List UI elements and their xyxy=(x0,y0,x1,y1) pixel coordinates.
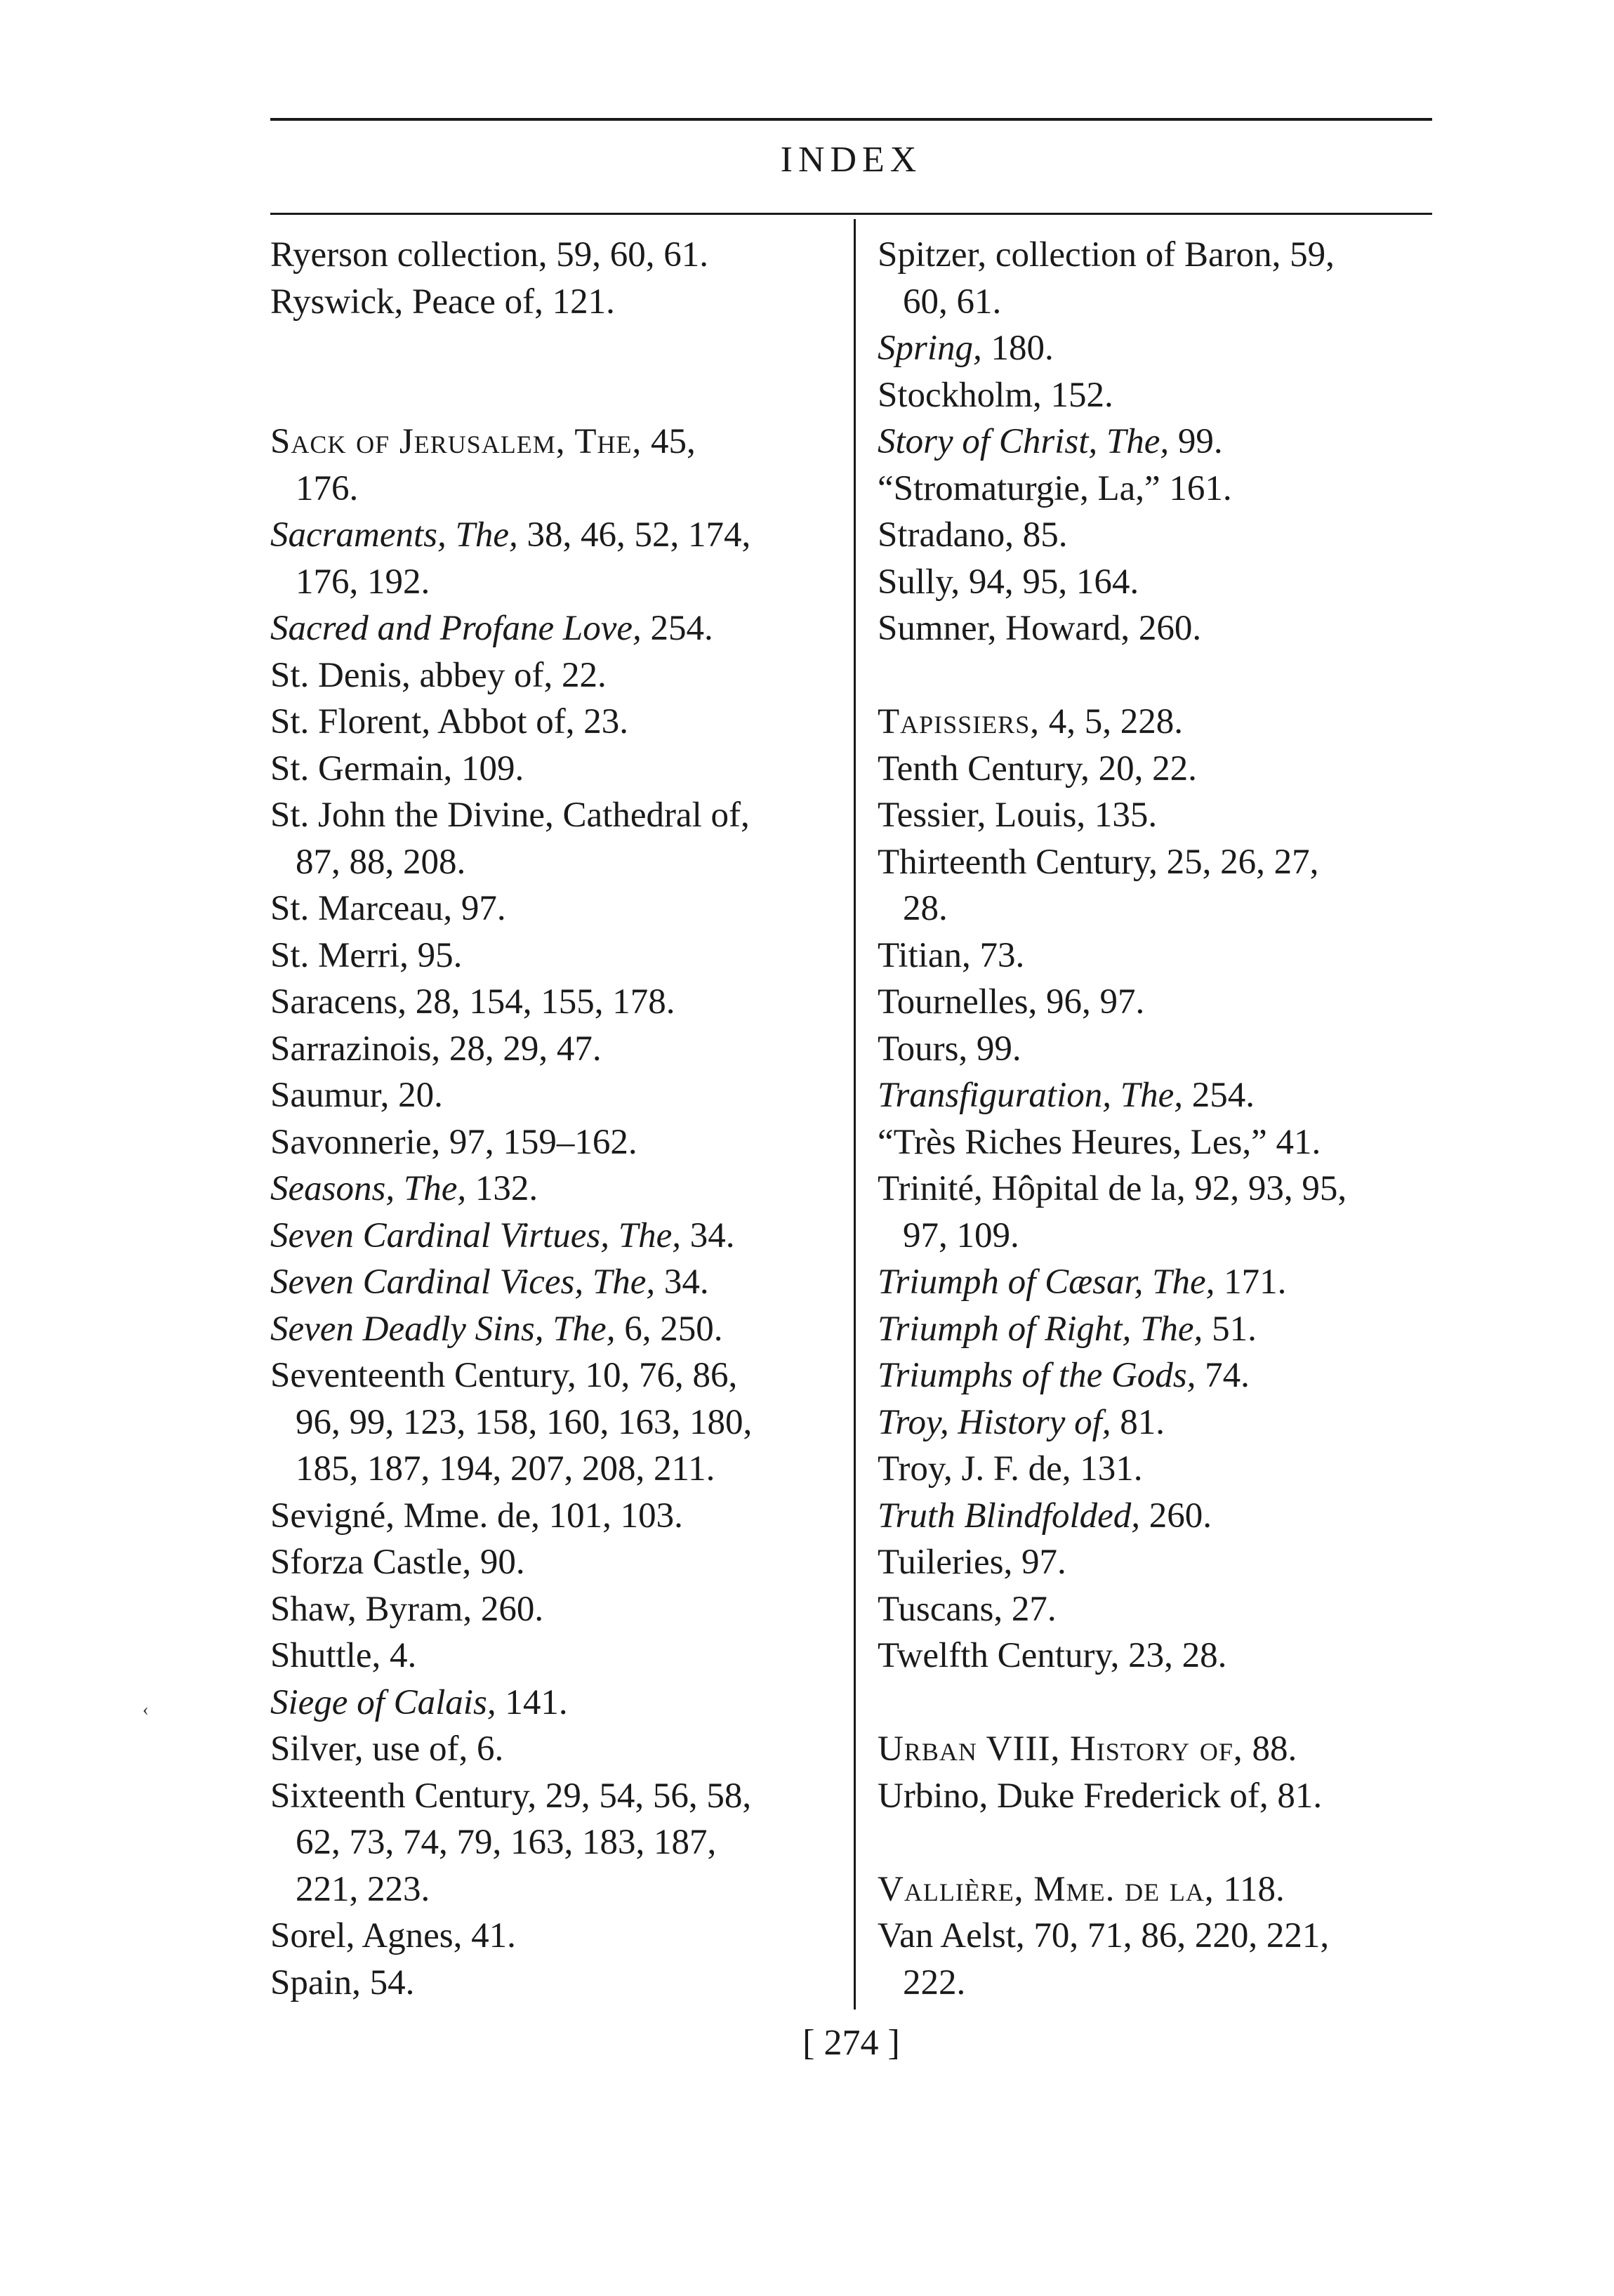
index-entry xyxy=(878,1446,1439,1493)
index-entry xyxy=(270,232,832,279)
entry-text: St. John the Divine, Cathedral of, xyxy=(270,796,750,835)
index-entry xyxy=(270,1213,832,1260)
index-entry xyxy=(878,979,1439,1026)
index-entry xyxy=(270,1119,832,1166)
index-entry-continuation xyxy=(270,1819,832,1866)
index-entry xyxy=(878,839,1439,886)
entry-text: Ryerson collection, 59, 60, 61. xyxy=(270,235,709,275)
entry-text: Sully, 94, 95, 164. xyxy=(878,562,1139,602)
entry-text: 96, 99, 123, 158, 160, 163, 180, xyxy=(296,1402,753,1442)
index-entry xyxy=(270,792,832,839)
index-entry xyxy=(270,1352,832,1399)
index-entry xyxy=(270,1960,832,2007)
index-entry xyxy=(270,652,832,699)
entry-text: St. Florent, Abbot of, 23. xyxy=(270,702,629,741)
entry-text: St. Germain, 109. xyxy=(270,748,524,789)
index-entry xyxy=(878,1119,1439,1166)
entry-title-italic: Spring, xyxy=(878,329,982,368)
entry-text: Urbino, Duke Frederick of, 81. xyxy=(878,1776,1323,1816)
entry-text: 171. xyxy=(1215,1262,1287,1302)
index-entry xyxy=(270,699,832,746)
column-divider xyxy=(854,219,856,2010)
index-entry-continuation xyxy=(270,839,832,886)
entry-text: Shuttle, 4. xyxy=(270,1636,417,1675)
entry-title-italic: Triumph of Cæsar, The, xyxy=(878,1262,1215,1302)
entry-text: St. Marceau, 97. xyxy=(270,889,506,928)
index-entry xyxy=(878,1166,1439,1213)
entry-text: 28. xyxy=(903,889,948,928)
entry-text: Twelfth Century, 23, 28. xyxy=(878,1636,1227,1675)
header-rule-top xyxy=(270,118,1432,121)
index-entry-continuation xyxy=(270,1446,832,1493)
entry-text: Tenth Century, 20, 22. xyxy=(878,748,1197,789)
entry-text: 221, 223. xyxy=(296,1869,430,1909)
index-entry xyxy=(270,1072,832,1119)
entry-heading-smallcaps: Tapissiers, xyxy=(878,702,1040,741)
entry-text: St. Denis, abbey of, 22. xyxy=(270,655,607,695)
index-entry xyxy=(878,559,1439,606)
header-rule-bottom xyxy=(270,213,1432,215)
entry-text: Trinité, Hôpital de la, 92, 93, 95, xyxy=(878,1169,1347,1208)
entry-text: Savonnerie, 97, 159–162. xyxy=(270,1122,637,1162)
entry-text: 118. xyxy=(1214,1869,1285,1909)
entry-text: 60, 61. xyxy=(903,282,1002,322)
entry-title-italic: Seven Cardinal Virtues, The, xyxy=(270,1215,682,1255)
entry-text: 38, 46, 52, 174, xyxy=(517,515,751,555)
spacer xyxy=(878,1680,1439,1727)
entry-heading-smallcaps: Urban VIII, History of, xyxy=(878,1729,1243,1769)
index-entry xyxy=(878,372,1439,419)
index-entry xyxy=(878,232,1439,279)
entry-text: Silver, use of, 6. xyxy=(270,1729,504,1769)
index-entry-continuation xyxy=(878,279,1439,326)
index-entry xyxy=(270,932,832,979)
entry-text: 176, 192. xyxy=(296,562,430,602)
index-entry xyxy=(878,1306,1439,1353)
index-entry xyxy=(270,1680,832,1727)
index-entry xyxy=(878,1586,1439,1633)
entry-text: 185, 187, 194, 207, 208, 211. xyxy=(296,1449,715,1489)
index-entry xyxy=(270,885,832,932)
entry-text: 141. xyxy=(496,1682,568,1722)
page-title: INDEX xyxy=(780,140,922,180)
spacer xyxy=(270,372,832,419)
entry-text: 51. xyxy=(1203,1309,1257,1349)
entry-title-italic: Seven Cardinal Vices, The, xyxy=(270,1262,656,1302)
index-entry xyxy=(270,1632,832,1680)
entry-text: Spitzer, collection of Baron, 59, xyxy=(878,235,1335,275)
index-entry xyxy=(878,1913,1439,1960)
entry-text: Thirteenth Century, 25, 26, 27, xyxy=(878,842,1319,882)
index-entry xyxy=(878,1399,1439,1446)
spacer xyxy=(878,652,1439,699)
index-entry xyxy=(878,932,1439,979)
index-entry-continuation xyxy=(270,1866,832,1913)
index-entry xyxy=(878,1632,1439,1680)
index-entry xyxy=(878,1866,1439,1913)
entry-text: St. Merri, 95. xyxy=(270,935,463,975)
index-entry xyxy=(270,1726,832,1773)
entry-text: Tessier, Louis, 135. xyxy=(878,796,1158,835)
entry-title-italic: Transfiguration, The, xyxy=(878,1076,1184,1115)
index-entry xyxy=(878,1026,1439,1073)
entry-text: 34. xyxy=(681,1215,735,1255)
entry-text: 254. xyxy=(641,609,713,648)
index-entry xyxy=(270,1026,832,1073)
entry-text: 222. xyxy=(903,1962,966,2003)
entry-text: Ryswick, Peace of, 121. xyxy=(270,282,615,322)
entry-text: 62, 73, 74, 79, 163, 183, 187, xyxy=(296,1823,717,1862)
entry-text: 45, xyxy=(642,422,696,461)
index-entry xyxy=(270,1586,832,1633)
entry-text: Stockholm, 152. xyxy=(878,375,1113,415)
entry-text: 176. xyxy=(296,468,359,508)
entry-text: Sixteenth Century, 29, 54, 56, 58, xyxy=(270,1776,752,1816)
entry-text: 87, 88, 208. xyxy=(296,842,466,882)
index-entry xyxy=(270,1306,832,1353)
index-entry xyxy=(878,418,1439,466)
entry-title-italic: Triumph of Right, The, xyxy=(878,1309,1203,1349)
index-entry xyxy=(878,466,1439,513)
entry-title-italic: Story of Christ, The, xyxy=(878,422,1170,461)
index-entry xyxy=(878,1773,1439,1820)
index-entry xyxy=(878,1352,1439,1399)
entry-title-italic: Sacred and Profane Love, xyxy=(270,609,642,648)
index-entry xyxy=(270,1539,832,1586)
entry-text: Sumner, Howard, 260. xyxy=(878,609,1202,648)
index-entry xyxy=(878,792,1439,839)
page-number: [ 274 ] xyxy=(802,2023,900,2063)
entry-text: Troy, J. F. de, 131. xyxy=(878,1449,1143,1489)
index-entry xyxy=(878,1539,1439,1586)
index-entry xyxy=(270,512,832,559)
entry-heading-smallcaps: Sack of Jerusalem, The, xyxy=(270,422,642,461)
entry-title-italic: Seasons, The, xyxy=(270,1169,467,1208)
entry-text: Spain, 54. xyxy=(270,1962,415,2003)
entry-text: 88. xyxy=(1243,1729,1297,1769)
index-column-right xyxy=(878,232,1439,2006)
entry-text: Van Aelst, 70, 71, 86, 220, 221, xyxy=(878,1916,1330,1955)
entry-text: 254. xyxy=(1183,1076,1255,1115)
entry-text: Stradano, 85. xyxy=(878,515,1068,555)
entry-text: Sevigné, Mme. de, 101, 103. xyxy=(270,1496,683,1536)
index-entry xyxy=(270,1773,832,1820)
entry-title-italic: Truth Blindfolded, xyxy=(878,1496,1141,1536)
index-entry xyxy=(878,699,1439,746)
entry-text: 6, 250. xyxy=(615,1309,723,1349)
entry-text: 132. xyxy=(466,1169,538,1208)
entry-title-italic: Troy, History of, xyxy=(878,1402,1111,1442)
entry-text: Saumur, 20. xyxy=(270,1076,443,1115)
entry-text: 81. xyxy=(1111,1402,1165,1442)
index-entry xyxy=(270,418,832,466)
entry-text: 180. xyxy=(981,329,1054,368)
entry-text: Tuileries, 97. xyxy=(878,1543,1066,1582)
index-entry xyxy=(270,279,832,326)
entry-text: Titian, 73. xyxy=(878,935,1025,975)
entry-text: Sforza Castle, 90. xyxy=(270,1543,525,1582)
index-entry xyxy=(878,512,1439,559)
entry-text: Tuscans, 27. xyxy=(878,1589,1057,1629)
entry-text: 99. xyxy=(1169,422,1223,461)
index-entry-continuation xyxy=(878,885,1439,932)
entry-text: Sarrazinois, 28, 29, 47. xyxy=(270,1029,602,1069)
index-entry xyxy=(270,979,832,1026)
entry-text: 74. xyxy=(1196,1356,1250,1395)
index-entry-continuation xyxy=(270,1399,832,1446)
entry-text: 4, 5, 228. xyxy=(1039,702,1183,741)
index-entry xyxy=(878,1726,1439,1773)
entry-title-italic: Siege of Calais, xyxy=(270,1682,496,1722)
index-entry xyxy=(270,1166,832,1213)
entry-text: 260. xyxy=(1140,1496,1212,1536)
index-entry-continuation xyxy=(270,466,832,513)
index-entry xyxy=(878,1072,1439,1119)
entry-text: Shaw, Byram, 260. xyxy=(270,1589,544,1629)
spacer xyxy=(270,325,832,372)
index-entry xyxy=(878,1493,1439,1540)
entry-text: “Très Riches Heures, Les,” 41. xyxy=(878,1122,1321,1162)
index-entry xyxy=(270,1493,832,1540)
index-entry-continuation xyxy=(878,1960,1439,2007)
index-entry xyxy=(878,325,1439,372)
entry-text: Tours, 99. xyxy=(878,1029,1021,1069)
entry-text: Sorel, Agnes, 41. xyxy=(270,1916,516,1955)
entry-heading-smallcaps: Vallière, Mme. de la, xyxy=(878,1869,1215,1909)
entry-text: “Stromaturgie, La,” 161. xyxy=(878,468,1232,508)
index-entry xyxy=(878,1259,1439,1306)
index-entry-continuation xyxy=(878,1213,1439,1260)
index-entry xyxy=(270,1913,832,1960)
index-entry xyxy=(270,746,832,793)
entry-title-italic: Triumphs of the Gods, xyxy=(878,1356,1196,1395)
index-entry xyxy=(270,605,832,652)
entry-text: Saracens, 28, 154, 155, 178. xyxy=(270,982,675,1022)
index-entry-continuation xyxy=(270,559,832,606)
entry-text: Seventeenth Century, 10, 76, 86, xyxy=(270,1356,738,1395)
entry-text: Tournelles, 96, 97. xyxy=(878,982,1145,1022)
entry-text: 34. xyxy=(655,1262,709,1302)
index-entry xyxy=(270,1259,832,1306)
index-entry xyxy=(878,746,1439,793)
entry-title-italic: Seven Deadly Sins, The, xyxy=(270,1309,616,1349)
index-entry xyxy=(878,605,1439,652)
margin-mark: ‹ xyxy=(143,1699,149,1720)
entry-text: 97, 109. xyxy=(903,1215,1019,1255)
spacer xyxy=(878,1819,1439,1866)
index-column-left xyxy=(270,232,832,2006)
entry-title-italic: Sacraments, The, xyxy=(270,515,518,555)
